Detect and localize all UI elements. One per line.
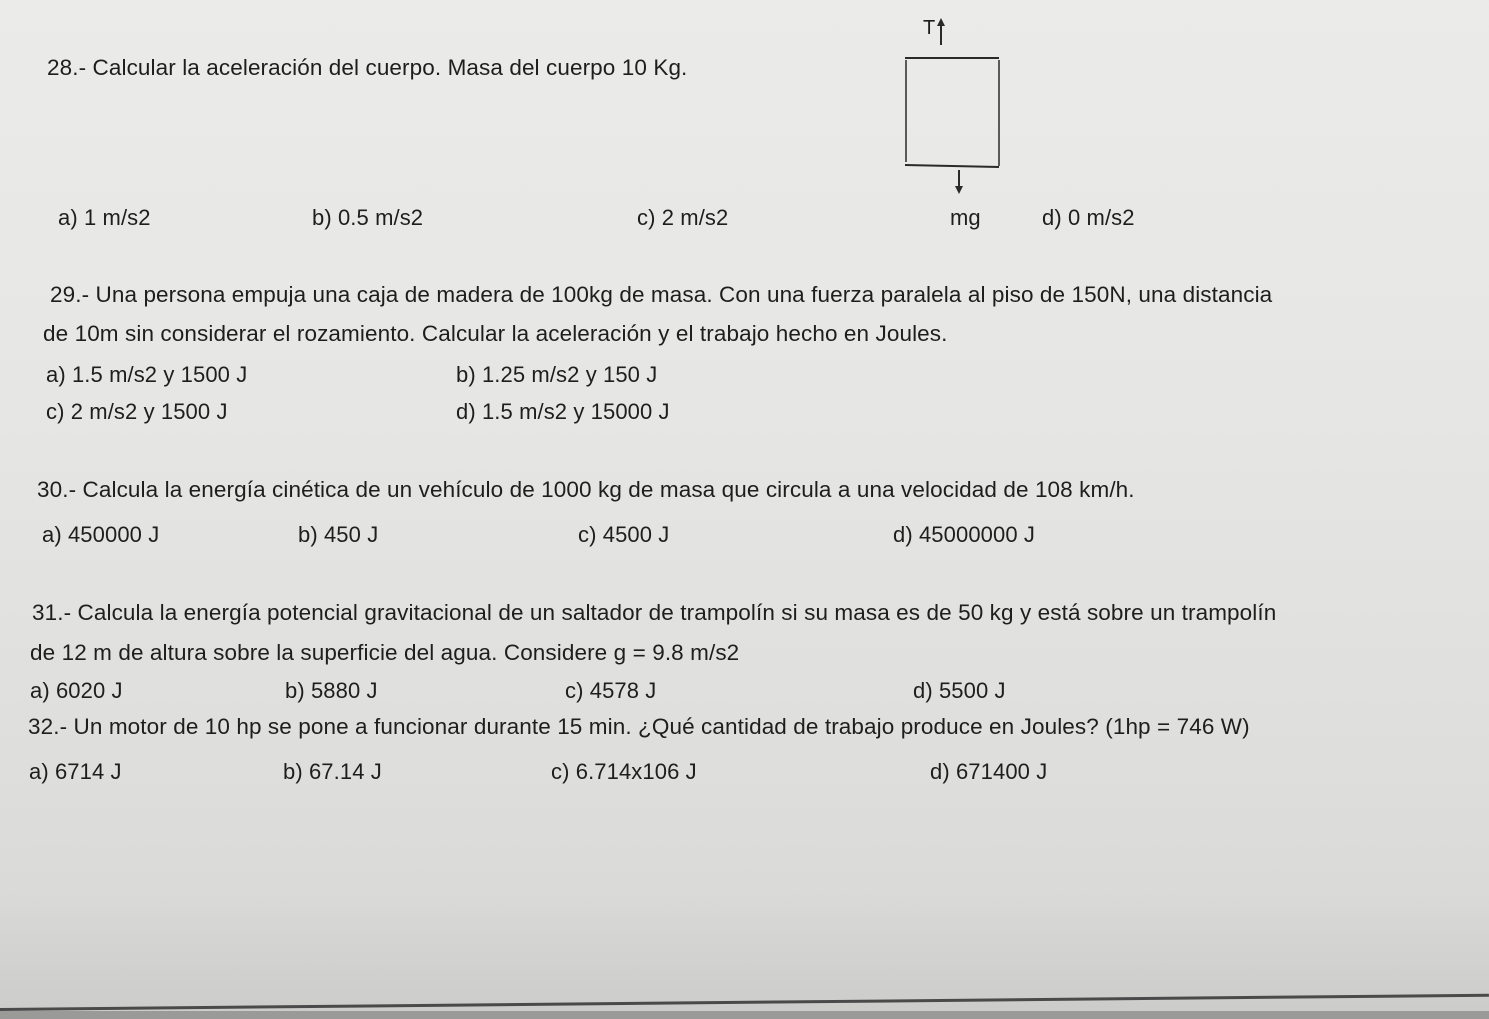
q31-option-d: d) 5500 J — [913, 678, 1006, 703]
question-29-line-2: de 10m sin considerar el rozamiento. Calcular la aceleración y el trabajo hecho en Joules. — [43, 321, 948, 346]
q30-option-d: d) 45000000 J — [893, 522, 1035, 547]
q31-option-b: b) 5880 J — [285, 678, 378, 703]
q31-option-a: a) 6020 J — [30, 678, 123, 703]
q30-option-b: b) 450 J — [298, 522, 379, 547]
q31-option-c: c) 4578 J — [565, 678, 657, 703]
q28-option-b: b) 0.5 m/s2 — [312, 205, 424, 230]
question-29-line-1: 29.- Una persona empuja una caja de madera de 100kg de masa. Con una fuerza paralela al piso de 150N, una distancia — [50, 282, 1273, 307]
weight-label: mg — [950, 205, 981, 230]
q28-option-c: c) 2 m/s2 — [637, 205, 729, 230]
question-30-text: 30.- Calcula la energía cinética de un vehículo de 1000 kg de masa que circula a una velocidad de 108 km/h. — [37, 477, 1135, 502]
q32-option-b: b) 67.14 J — [283, 759, 382, 784]
q29-option-c: c) 2 m/s2 y 1500 J — [46, 399, 228, 424]
q30-option-a: a) 450000 J — [42, 522, 160, 547]
q32-option-a: a) 6714 J — [29, 759, 122, 784]
q32-option-d: d) 671400 J — [930, 759, 1048, 784]
q28-option-a: a) 1 m/s2 — [58, 205, 151, 230]
weight-arrowhead-icon — [955, 186, 963, 194]
tension-label: T — [923, 17, 936, 39]
q28-option-d: d) 0 m/s2 — [1042, 205, 1135, 230]
question-31-line-1: 31.- Calcula la energía potencial gravitacional de un saltador de trampolín si su masa es de 50 kg y está sobre un trampolín — [32, 600, 1277, 625]
q29-option-a: a) 1.5 m/s2 y 1500 J — [46, 362, 248, 387]
q32-option-c: c) 6.714x106 J — [551, 759, 697, 784]
free-body-diagram — [895, 10, 1010, 200]
box-bottom-edge — [905, 165, 999, 167]
q30-option-c: c) 4500 J — [578, 522, 670, 547]
q29-option-d: d) 1.5 m/s2 y 15000 J — [456, 399, 670, 424]
question-28-text: 28.- Calcular la aceleración del cuerpo. Masa del cuerpo 10 Kg. — [47, 55, 688, 80]
tension-arrowhead-icon — [937, 18, 945, 26]
question-31-line-2: de 12 m de altura sobre la superficie del agua. Considere g = 9.8 m/s2 — [30, 640, 740, 665]
q29-option-b: b) 1.25 m/s2 y 150 J — [456, 362, 658, 387]
question-32-text: 32.- Un motor de 10 hp se pone a funcionar durante 15 min. ¿Qué cantidad de trabajo produce en Joules? (1hp = 746 W) — [28, 714, 1250, 739]
